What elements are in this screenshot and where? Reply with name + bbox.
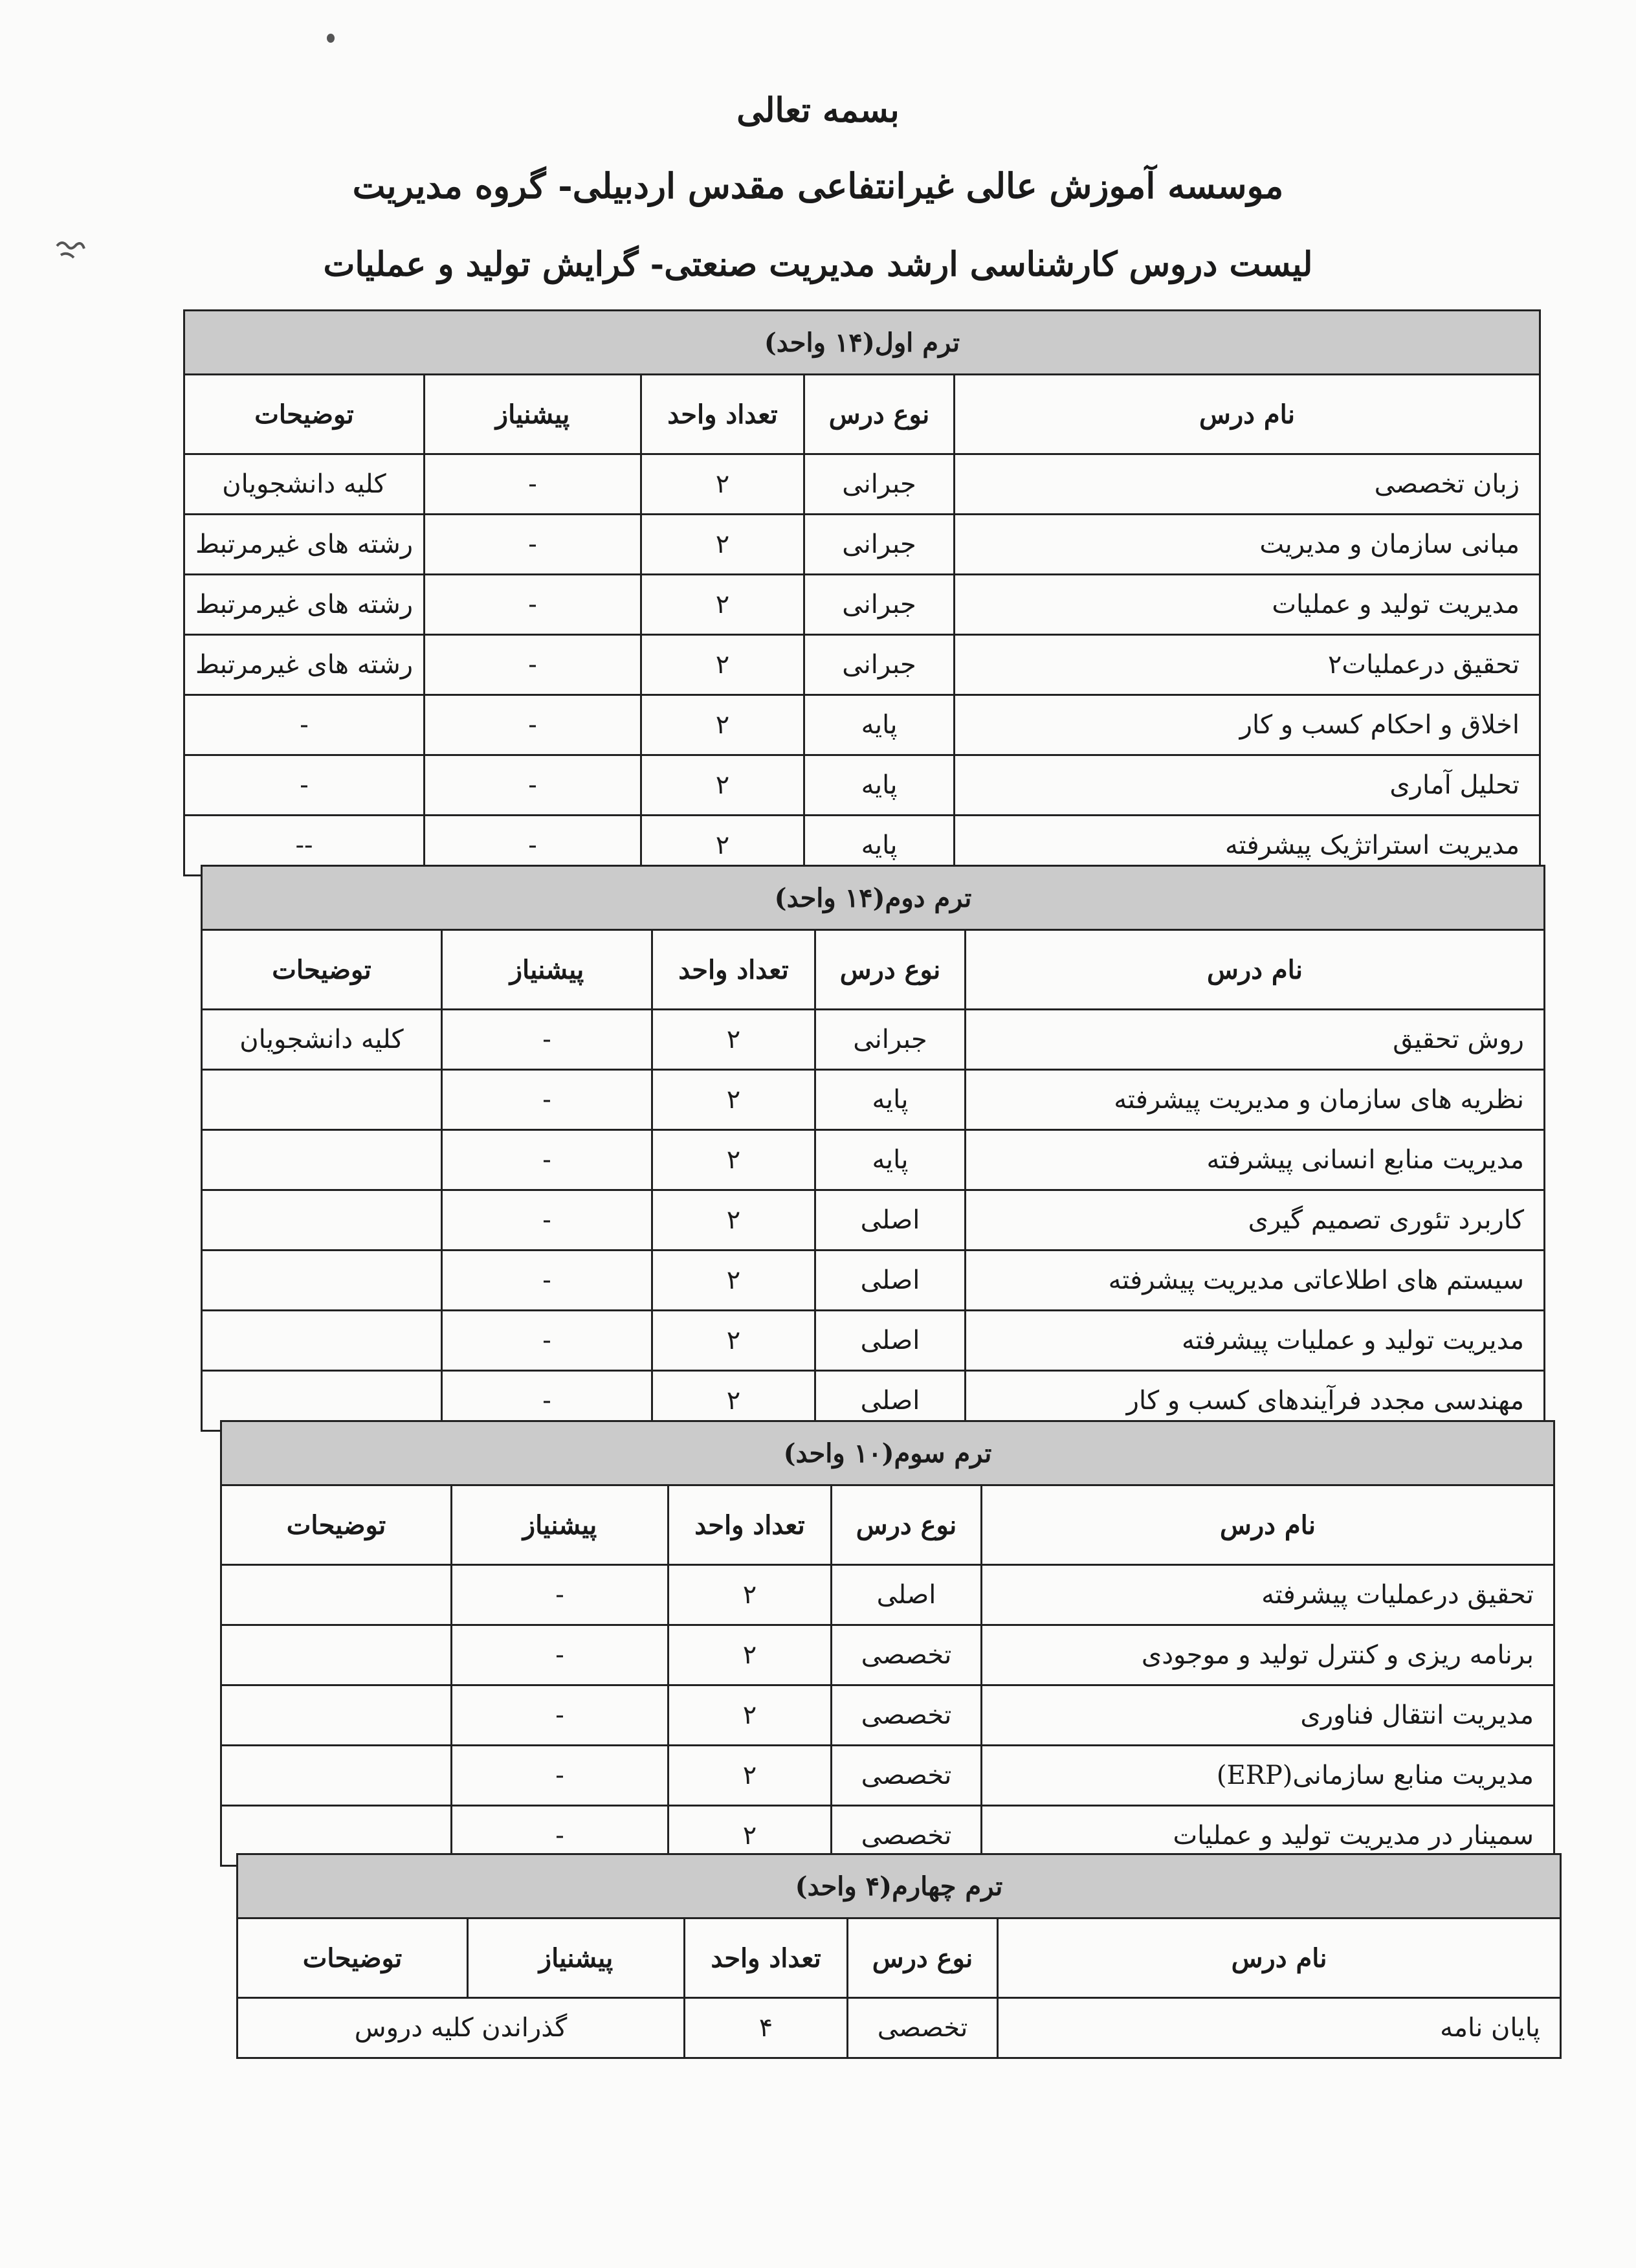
course-units-cell: ۲	[669, 1746, 832, 1806]
table-row	[202, 1251, 1545, 1311]
course-name-cell: روش تحقیق	[966, 1010, 1545, 1070]
table-row	[202, 1190, 1545, 1251]
notes-cell	[202, 1251, 442, 1311]
course-type-cell: پایه	[804, 755, 955, 816]
term-title-row	[184, 311, 1540, 375]
course-name-cell: تحقیق درعملیات پیشرفته	[982, 1565, 1554, 1625]
notes-cell	[221, 1685, 452, 1746]
institution-heading: موسسه آموزش عالی غیرانتفاعی مقدس اردبیلی- گروه مدیریت	[352, 165, 1284, 206]
column-header-notes: توضیحات	[221, 1485, 452, 1565]
prerequisite-cell: -	[425, 454, 641, 515]
prerequisite-cell: -	[442, 1311, 652, 1371]
course-type-cell: تخصصی	[832, 1685, 982, 1746]
course-units-cell: ۲	[641, 695, 804, 755]
course-type-cell: تخصصی	[832, 1625, 982, 1685]
column-header-units: تعداد واحد	[641, 375, 804, 454]
column-header-name: نام درس	[982, 1485, 1554, 1565]
term-title: ترم دوم(۱۴ واحد)	[202, 866, 1545, 930]
prerequisite-cell: -	[425, 695, 641, 755]
invocation-heading: بسمه تعالی	[736, 91, 900, 130]
course-list-heading: لیست دروس کارشناسی ارشد مدیریت صنعتی- گرایش تولید و عملیات	[323, 245, 1313, 284]
course-units-cell: ۲	[669, 1565, 832, 1625]
course-units-cell: ۲	[641, 575, 804, 635]
column-header-name: نام درس	[998, 1918, 1561, 1998]
table-row	[202, 1010, 1545, 1070]
column-header-type: نوع درس	[804, 375, 955, 454]
column-header-prereq: پیشنیاز	[468, 1918, 685, 1998]
column-header-row	[238, 1918, 1561, 1998]
column-header-prereq: پیشنیاز	[452, 1485, 669, 1565]
table-row	[184, 515, 1540, 575]
course-units-cell: ۴	[685, 1998, 848, 2058]
course-name-cell: اخلاق و احکام کسب و کار	[955, 695, 1540, 755]
course-units-cell: ۲	[652, 1130, 815, 1190]
column-header-units: تعداد واحد	[652, 930, 815, 1010]
course-type-cell: تخصصی	[848, 1998, 998, 2058]
course-units-cell: ۲	[669, 1625, 832, 1685]
column-header-row	[221, 1485, 1554, 1565]
course-units-cell: ۲	[652, 1190, 815, 1251]
course-name-cell: سمینار در مدیریت تولید و عملیات	[982, 1806, 1554, 1866]
course-name-cell: مدیریت منابع انسانی پیشرفته	[966, 1130, 1545, 1190]
course-name-cell: پایان نامه	[998, 1998, 1561, 2058]
table-row	[184, 635, 1540, 695]
course-units-cell: ۲	[652, 1010, 815, 1070]
prerequisite-cell: -	[425, 575, 641, 635]
column-header-notes: توضیحات	[202, 930, 442, 1010]
column-header-type: نوع درس	[848, 1918, 998, 1998]
prerequisite-cell: -	[442, 1070, 652, 1130]
term-1-table	[183, 309, 1541, 876]
term-title: ترم چهارم(۴ واحد)	[238, 1854, 1561, 1918]
course-units-cell: ۲	[652, 1311, 815, 1371]
table-row	[202, 1130, 1545, 1190]
table-row	[184, 575, 1540, 635]
term-title-row	[221, 1421, 1554, 1485]
course-type-cell: جبرانی	[804, 575, 955, 635]
course-type-cell: جبرانی	[804, 454, 955, 515]
course-units-cell: ۲	[652, 1371, 815, 1431]
term-4-table	[236, 1853, 1562, 2059]
table-row	[238, 1998, 1561, 2058]
course-type-cell: جبرانی	[804, 635, 955, 695]
prerequisite-cell: گذراندن کلیه دروس	[238, 1998, 685, 2058]
prerequisite-cell: -	[452, 1565, 669, 1625]
notes-cell: رشته های غیرمرتبط	[184, 515, 425, 575]
course-type-cell: اصلی	[815, 1190, 966, 1251]
prerequisite-cell: -	[425, 755, 641, 816]
notes-cell: -	[184, 695, 425, 755]
column-header-row	[184, 375, 1540, 454]
table-row	[221, 1685, 1554, 1746]
course-type-cell: تخصصی	[832, 1806, 982, 1866]
notes-cell	[202, 1130, 442, 1190]
course-name-cell: مهندسی مجدد فرآیندهای کسب و کار	[966, 1371, 1545, 1431]
prerequisite-cell: -	[425, 816, 641, 876]
prerequisite-cell: -	[442, 1371, 652, 1431]
term-title: ترم اول(۱۴ واحد)	[184, 311, 1540, 375]
table-row	[221, 1565, 1554, 1625]
course-name-cell: زبان تخصصی	[955, 454, 1540, 515]
ink-dot	[327, 34, 335, 43]
course-name-cell: نظریه های سازمان و مدیریت پیشرفته	[966, 1070, 1545, 1130]
course-type-cell: اصلی	[815, 1371, 966, 1431]
column-header-type: نوع درس	[815, 930, 966, 1010]
column-header-notes: توضیحات	[184, 375, 425, 454]
course-type-cell: تخصصی	[832, 1746, 982, 1806]
course-name-cell: مبانی سازمان و مدیریت	[955, 515, 1540, 575]
course-units-cell: ۲	[652, 1070, 815, 1130]
course-units-cell: ۲	[669, 1685, 832, 1746]
course-units-cell: ۲	[669, 1806, 832, 1866]
prerequisite-cell: -	[425, 635, 641, 695]
prerequisite-cell: -	[452, 1685, 669, 1746]
notes-cell: کلیه دانشجویان	[184, 454, 425, 515]
prerequisite-cell: -	[442, 1130, 652, 1190]
term-3-table	[220, 1420, 1555, 1867]
course-type-cell: پایه	[815, 1070, 966, 1130]
term-title-row	[202, 866, 1545, 930]
course-name-cell: تحلیل آماری	[955, 755, 1540, 816]
course-units-cell: ۲	[641, 454, 804, 515]
course-units-cell: ۲	[652, 1251, 815, 1311]
term-title-row	[238, 1854, 1561, 1918]
table-row	[221, 1625, 1554, 1685]
course-name-cell: تحقیق درعملیات۲	[955, 635, 1540, 695]
table-row	[184, 695, 1540, 755]
course-name-cell: مدیریت تولید و عملیات پیشرفته	[966, 1311, 1545, 1371]
table-row	[184, 454, 1540, 515]
course-type-cell: جبرانی	[804, 515, 955, 575]
course-name-cell: مدیریت تولید و عملیات	[955, 575, 1540, 635]
notes-cell	[221, 1746, 452, 1806]
column-header-name: نام درس	[955, 375, 1540, 454]
notes-cell: کلیه دانشجویان	[202, 1010, 442, 1070]
notes-cell: -	[184, 755, 425, 816]
notes-cell: رشته های غیرمرتبط	[184, 635, 425, 695]
prerequisite-cell: -	[442, 1010, 652, 1070]
prerequisite-cell: -	[442, 1251, 652, 1311]
course-name-cell: کاربرد تئوری تصمیم گیری	[966, 1190, 1545, 1251]
notes-cell	[221, 1625, 452, 1685]
course-name-cell: مدیریت استراتژیک پیشرفته	[955, 816, 1540, 876]
column-header-units: تعداد واحد	[669, 1485, 832, 1565]
course-type-cell: اصلی	[815, 1311, 966, 1371]
prerequisite-cell: -	[452, 1746, 669, 1806]
prerequisite-cell: -	[452, 1625, 669, 1685]
course-type-cell: پایه	[815, 1130, 966, 1190]
table-row	[221, 1746, 1554, 1806]
column-header-type: نوع درس	[832, 1485, 982, 1565]
column-header-units: تعداد واحد	[685, 1918, 848, 1998]
course-units-cell: ۲	[641, 816, 804, 876]
column-header-prereq: پیشنیاز	[442, 930, 652, 1010]
notes-cell	[202, 1070, 442, 1130]
table-row	[202, 1070, 1545, 1130]
prerequisite-cell: -	[425, 515, 641, 575]
course-units-cell: ۲	[641, 755, 804, 816]
notes-cell: --	[184, 816, 425, 876]
course-name-cell: مدیریت منابع سازمانی(ERP)	[982, 1746, 1554, 1806]
notes-cell	[221, 1565, 452, 1625]
notes-cell	[202, 1190, 442, 1251]
prerequisite-cell: -	[452, 1806, 669, 1866]
column-header-row	[202, 930, 1545, 1010]
table-row	[184, 755, 1540, 816]
course-type-cell: پایه	[804, 695, 955, 755]
notes-cell: رشته های غیرمرتبط	[184, 575, 425, 635]
course-type-cell: پایه	[804, 816, 955, 876]
notes-cell	[202, 1311, 442, 1371]
course-units-cell: ۲	[641, 515, 804, 575]
term-2-table	[201, 865, 1545, 1432]
course-type-cell: اصلی	[832, 1565, 982, 1625]
column-header-prereq: پیشنیاز	[425, 375, 641, 454]
ink-smudge-icon	[52, 233, 91, 265]
table-row	[202, 1311, 1545, 1371]
prerequisite-cell: -	[442, 1190, 652, 1251]
course-name-cell: برنامه ریزی و کنترل تولید و موجودی	[982, 1625, 1554, 1685]
term-title: ترم سوم(۱۰ واحد)	[221, 1421, 1554, 1485]
course-name-cell: سیستم های اطلاعاتی مدیریت پیشرفته	[966, 1251, 1545, 1311]
course-type-cell: اصلی	[815, 1251, 966, 1311]
column-header-name: نام درس	[966, 930, 1545, 1010]
course-units-cell: ۲	[641, 635, 804, 695]
course-type-cell: جبرانی	[815, 1010, 966, 1070]
course-name-cell: مدیریت انتقال فناوری	[982, 1685, 1554, 1746]
column-header-notes: توضیحات	[238, 1918, 468, 1998]
